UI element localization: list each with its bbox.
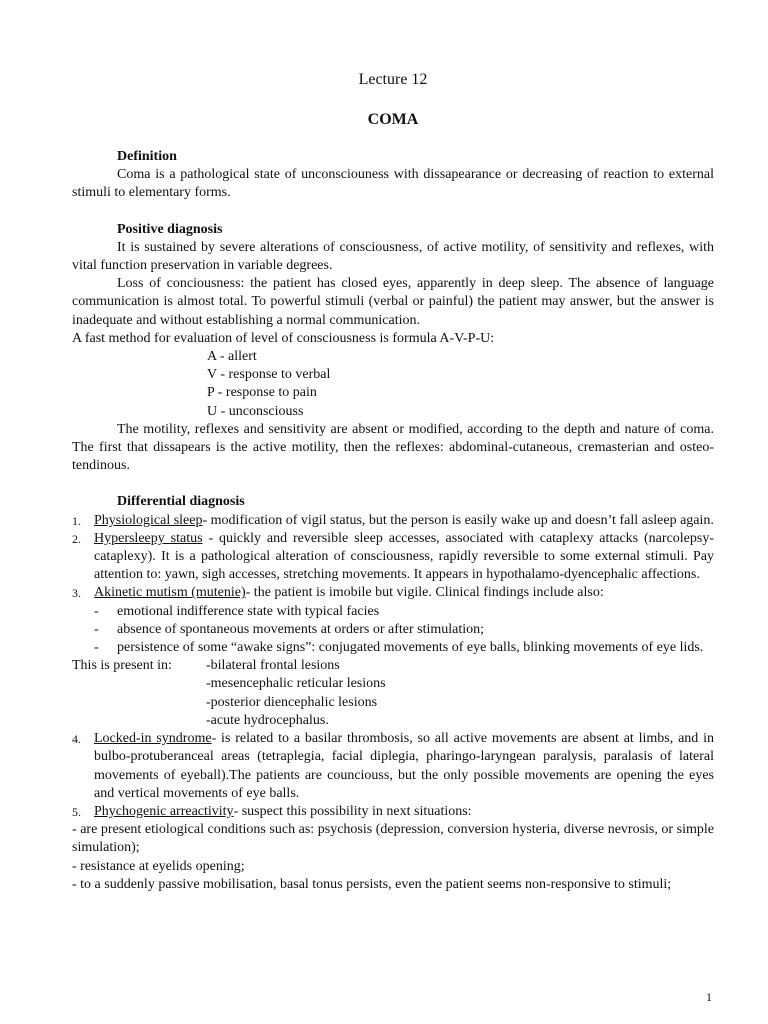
present-item: -acute hydrocephalus. [206, 712, 329, 728]
item-text: - is related to a basilar thrombosis, so all active movements are absent at limbs, and in bulbo-protuberanceal areas (tetraplegia, facial diplegia, pharingo-laryngean paralysis, paralasis of lateral movements of eyeball).The patients are counciouss, but the only possible movements are opening the eyes and vertical movements of eye balls. [94, 731, 714, 801]
differential-list-continued [72, 730, 714, 821]
item-number: 1. [72, 513, 81, 528]
list-item [72, 584, 714, 602]
present-in-block [72, 657, 714, 730]
item-text: - suspect this possibility in next situations: [233, 803, 472, 819]
item-text: - quickly and reversible sleep accesses, associated with cataplexy attacks (narcolepsy-cataplexy). It is a pathological alteration of consciousness, rapidly reversible to some external stimuli. Pay attention to: yawn, sigh accesses, stretching movements. It appears in hypothalamo-dyencephalic affections. [94, 530, 714, 583]
list-item [72, 530, 714, 585]
present-in-list [206, 657, 714, 730]
avpu-item: U - unconsciouss [207, 403, 304, 419]
list-item [72, 803, 714, 821]
dash-item: - persistence of some “awake signs”: conjugated movements of eye balls, blinking movements of eye lids. [94, 640, 704, 656]
item-text: - the patient is imobile but vigile. Clinical findings include also: [245, 585, 604, 601]
item-term: Akinetic mutism (mutenie) [94, 585, 246, 601]
definition-text: Coma is a pathological state of unconsciouness with dissapearance or decreasing of reaction to external stimuli to elementary forms. [72, 167, 714, 201]
present-in-label: This is present in: [72, 658, 172, 674]
dash-text: persistence of some “awake signs”: conjugated movements of eye balls, blinking movements of eye lids. [117, 640, 704, 656]
positive-paragraph-2: Loss of conciousness: the patient has closed eyes, apparently in deep sleep. The absence of language communication is almost total. To powerful stimuli (verbal or painful) the patient may answer, but the answer is inadequate and without establishing a normal communication. [72, 276, 714, 328]
item-number: 5. [72, 804, 81, 819]
item-text: - modification of vigil status, but the person is easily wake up and doesn’t fall asleep again. [202, 512, 714, 528]
list-item [72, 730, 714, 803]
item-number: 3. [72, 586, 81, 601]
avpu-item: V - response to verbal [207, 367, 331, 383]
positive-diagnosis-heading: Positive diagnosis [117, 221, 223, 237]
item-term: Phychogenic arreactivity [94, 803, 234, 819]
dash-text: absence of spontaneous movements at orders or after stimulation; [117, 621, 485, 637]
positive-paragraph-4: The motility, reflexes and sensitivity are absent or modified, according to the depth and nature of coma. The first that dissapears is the active motility, then the reflexes: abdominal-cutaneous, cremasterian and osteo- tendinous. [72, 421, 714, 474]
dash-item: - absence of spontaneous movements at orders or after stimulation; [94, 621, 485, 637]
differential-diagnosis-heading: Differential diagnosis [117, 494, 245, 510]
item-number: 2. [72, 531, 81, 546]
lecture-label [72, 70, 714, 90]
document-body [72, 70, 714, 894]
avpu-item: A - allert [207, 349, 257, 365]
list-item [72, 512, 714, 530]
differential-list [72, 512, 714, 603]
dash-text: emotional indifference state with typical facies [117, 603, 380, 619]
document-title: COMA [367, 111, 419, 128]
item-term: Physiological sleep [94, 512, 203, 528]
psychogenic-line: - to a suddenly passive mobilisation, basal tonus persists, even the patient seems non-responsive to stimuli; [72, 876, 672, 892]
item-term: Locked-in syndrome [94, 731, 212, 747]
positive-paragraph-1: It is sustained by severe alterations of consciousness, of active motility, of sensitivity and reflexes, with vital function preservation in variable degrees. [72, 239, 714, 274]
definition-heading: Definition [117, 149, 177, 164]
psychogenic-line: - resistance at eyelids opening; [72, 858, 245, 874]
lecture-text: Lecture 12 [358, 71, 428, 88]
avpu-item: P - response to pain [207, 385, 317, 401]
dash-item: - emotional indifference state with typical facies [94, 603, 380, 619]
present-item: -posterior diencephalic lesions [206, 694, 378, 710]
psychogenic-line: - are present etiological conditions such as: psychosis (depression, conversion hysteria, diverse nevrosis, or simple simulation); [72, 822, 714, 856]
item-number: 4. [72, 732, 81, 747]
page-number: 1 [706, 990, 712, 1004]
present-item: -bilateral frontal lesions [206, 658, 340, 674]
present-item: -mesencephalic reticular lesions [206, 676, 386, 692]
avpu-list [72, 348, 714, 421]
positive-paragraph-3: A fast method for evaluation of level of consciousness is formula A-V-P-U: [72, 330, 495, 346]
item-term: Hypersleepy status [94, 530, 203, 546]
